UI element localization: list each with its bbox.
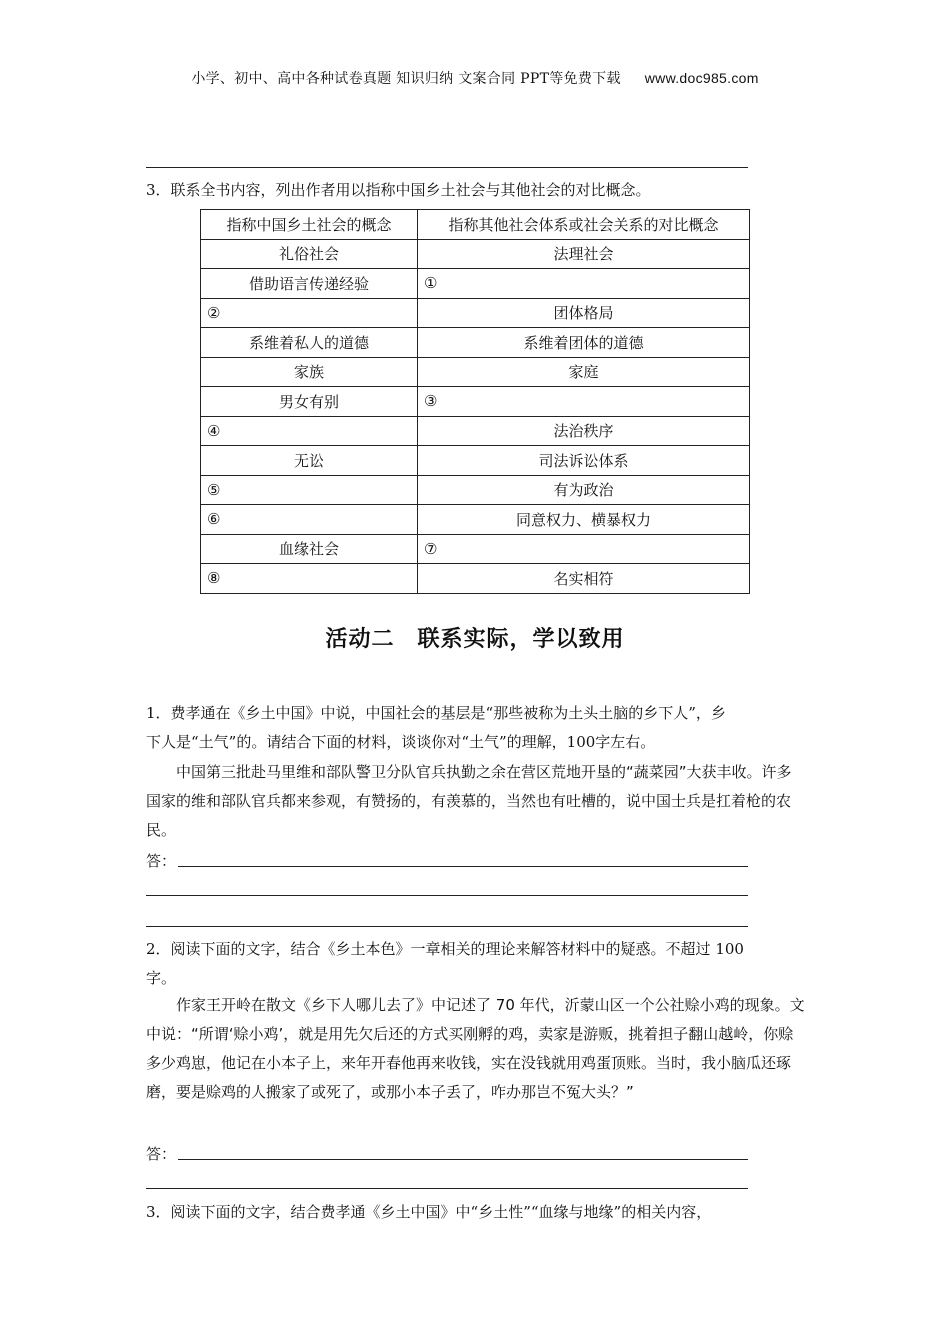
table-cell-blank: ④ — [201, 416, 418, 446]
activity2-q2-line2: 字。 — [146, 969, 177, 987]
section-title: 活动二 联系实际，学以致用 — [325, 627, 625, 652]
table-cell-blank: ⑥ — [201, 505, 418, 535]
table-cell: 名实相符 — [418, 564, 750, 594]
answer-line — [146, 1188, 748, 1189]
activity2-q1-line2: 下人是“土气”的。请结合下面的材料，谈谈你对“土气”的理解，100字左右。 — [146, 733, 656, 751]
table-cell-blank: ⑤ — [201, 475, 418, 505]
table-row — [201, 505, 750, 535]
table-cell: 礼俗社会 — [201, 239, 418, 269]
table-cell-blank: ⑦ — [418, 534, 750, 564]
table-cell: 男女有别 — [201, 387, 418, 417]
activity2-q2-line1: 2．阅读下面的文字，结合《乡土本色》一章相关的理论来解答材料中的疑惑。不超过 100 — [146, 940, 744, 958]
concept-table — [200, 209, 750, 594]
table-row — [201, 446, 750, 476]
table-cell-blank: ① — [418, 269, 750, 299]
table-cell: 借助语言传递经验 — [201, 269, 418, 299]
table-row — [201, 564, 750, 594]
table-row — [201, 416, 750, 446]
answer-label: 答： — [146, 852, 177, 870]
table-row — [201, 357, 750, 387]
table-cell: 法治秩序 — [418, 416, 750, 446]
table-row — [201, 269, 750, 299]
table-cell: 无讼 — [201, 446, 418, 476]
table-row — [201, 534, 750, 564]
answer-line — [178, 866, 748, 867]
answer-line — [178, 1159, 748, 1160]
table-cell: 同意权力、横暴权力 — [418, 505, 750, 535]
table-cell-blank: ③ — [418, 387, 750, 417]
page-header — [0, 68, 950, 88]
table-cell: 法理社会 — [418, 239, 750, 269]
table-row — [201, 239, 750, 269]
question-3-prompt: 3．联系全书内容，列出作者用以指称中国乡土社会与其他社会的对比概念。 — [146, 181, 651, 199]
table-row — [201, 475, 750, 505]
table-cell: 家族 — [201, 357, 418, 387]
table-header-row — [201, 210, 750, 240]
table-cell: 团体格局 — [418, 298, 750, 328]
activity2-q3-line1: 3．阅读下面的文字，结合费孝通《乡土中国》中“乡土性”“血缘与地缘”的相关内容， — [146, 1203, 712, 1221]
activity2-q2-material: 作家王开岭在散文《乡下人哪儿去了》中记述了 70 年代，沂蒙山区一个公社赊小鸡的现象。文中说：“所谓‘赊小鸡’，就是用先欠后还的方式买刚孵的鸡，卖家是游贩，挑着担子翻山越岭，你赊多少鸡崽，他记在小本子上，来年开春他再来收钱，实在没钱就用鸡蛋顶账。当时，我小脑瓜还琢磨，要是赊鸡的人搬家了或死了，或那小本子丢了，咋办那岂不冤大头？” — [146, 996, 805, 1101]
header-text: 小学、初中、高中各种试卷真题 知识归纳 文案合同 PPT等免费下载 — [191, 71, 621, 87]
answer-label: 答： — [146, 1145, 177, 1163]
table-row — [201, 298, 750, 328]
table-cell: 家庭 — [418, 357, 750, 387]
answer-line — [146, 895, 748, 896]
answer-block — [146, 1143, 176, 1164]
table-row — [201, 387, 750, 417]
table-header-cell: 指称中国乡土社会的概念 — [201, 210, 418, 240]
table-cell: 系维着团体的道德 — [418, 328, 750, 358]
answer-block — [146, 850, 176, 871]
table-cell: 血缘社会 — [201, 534, 418, 564]
table-cell-blank: ⑧ — [201, 564, 418, 594]
answer-line — [146, 167, 748, 168]
answer-line — [146, 926, 748, 927]
activity2-q1-material: 中国第三批赴马里维和部队警卫分队官兵执勤之余在营区荒地开垦的“蔬菜园”大获丰收。许多国家的维和部队官兵都来参观，有赞扬的，有羡慕的，当然也有吐槽的，说中国士兵是扛着枪的农民。 — [146, 763, 792, 839]
table-cell: 系维着私人的道德 — [201, 328, 418, 358]
table-cell-blank: ② — [201, 298, 418, 328]
table-header-cell: 指称其他社会体系或社会关系的对比概念 — [418, 210, 750, 240]
activity2-q1-line1: 1．费孝通在《乡土中国》中说，中国社会的基层是“那些被称为土头土脑的乡下人”，乡 — [146, 704, 726, 722]
table-cell: 司法诉讼体系 — [418, 446, 750, 476]
table-cell: 有为政治 — [418, 475, 750, 505]
table-row — [201, 328, 750, 358]
header-site[interactable]: www.doc985.com — [644, 70, 759, 86]
